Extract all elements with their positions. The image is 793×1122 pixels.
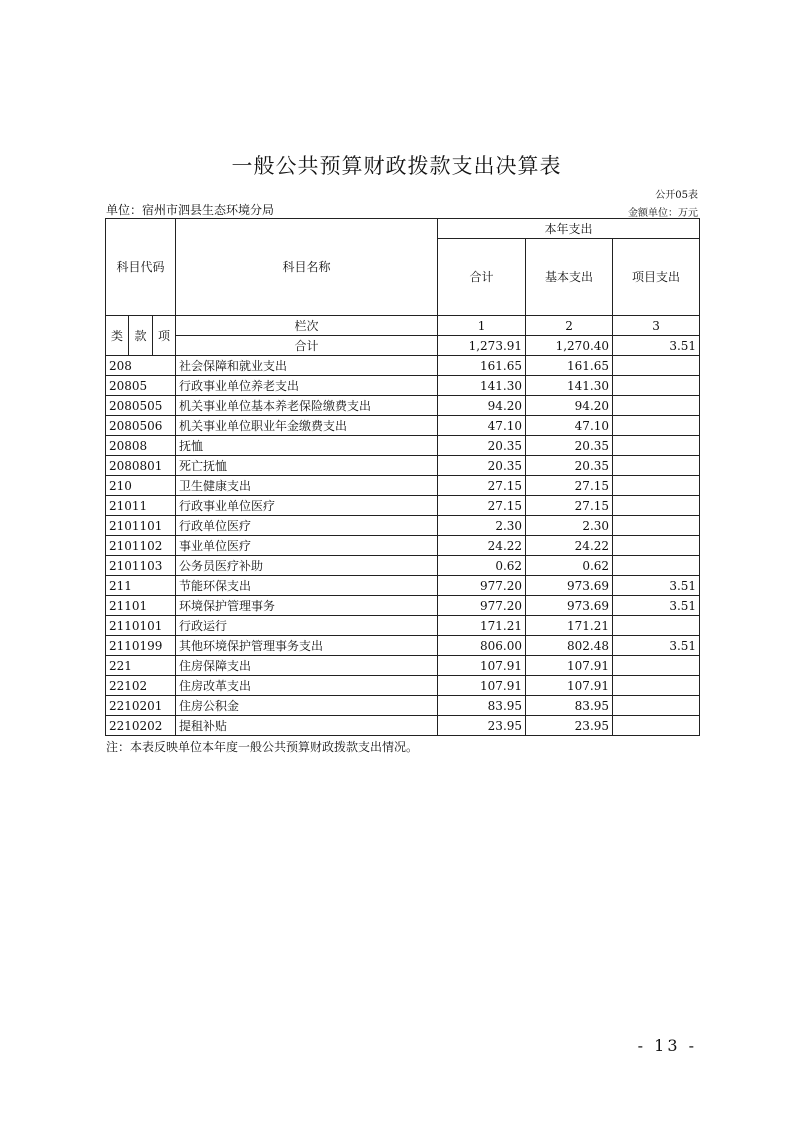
table-row [106,536,700,556]
row-total: 20.35 [438,456,526,476]
row-code: 2080801 [106,456,176,476]
row-basic: 171.21 [526,616,613,636]
table-row [106,656,700,676]
total-basic: 1,270.40 [526,336,613,356]
row-total: 27.15 [438,496,526,516]
row-code: 210 [106,476,176,496]
row-basic: 27.15 [526,496,613,516]
row-total: 107.91 [438,656,526,676]
table-row [106,436,700,456]
table-row [106,396,700,416]
row-name: 其他环境保护管理事务支出 [176,636,438,656]
header-col3: 3 [613,316,700,336]
row-project [613,656,700,676]
header-project: 项目支出 [613,239,700,316]
row-name: 事业单位医疗 [176,536,438,556]
row-total: 171.21 [438,616,526,636]
header-col2: 2 [526,316,613,336]
row-code: 20808 [106,436,176,456]
row-name: 节能环保支出 [176,576,438,596]
row-basic: 0.62 [526,556,613,576]
table-row [106,416,700,436]
row-basic: 94.20 [526,396,613,416]
row-code: 221 [106,656,176,676]
table-row [106,616,700,636]
total-label: 合计 [176,336,438,356]
row-basic: 27.15 [526,476,613,496]
row-basic: 2.30 [526,516,613,536]
table-row [106,496,700,516]
row-name: 行政运行 [176,616,438,636]
row-name: 机关事业单位基本养老保险缴费支出 [176,396,438,416]
row-basic: 973.69 [526,596,613,616]
budget-table [105,218,700,736]
row-basic: 141.30 [526,376,613,396]
row-total: 0.62 [438,556,526,576]
row-code: 2210201 [106,696,176,716]
row-basic: 83.95 [526,696,613,716]
table-row [106,356,700,376]
row-total: 47.10 [438,416,526,436]
row-code: 2210202 [106,716,176,736]
row-basic: 107.91 [526,676,613,696]
row-project [613,376,700,396]
row-code: 2080506 [106,416,176,436]
row-code: 20805 [106,376,176,396]
unit-label: 单位：宿州市泗县生态环境分局 [106,203,275,217]
row-total: 27.15 [438,476,526,496]
row-total: 977.20 [438,596,526,616]
row-name: 行政事业单位养老支出 [176,376,438,396]
row-code: 21101 [106,596,176,616]
row-name: 住房保障支出 [176,656,438,676]
table-row [106,456,700,476]
row-name: 机关事业单位职业年金缴费支出 [176,416,438,436]
total-row [106,336,700,356]
row-name: 抚恤 [176,436,438,456]
row-name: 卫生健康支出 [176,476,438,496]
row-total: 24.22 [438,536,526,556]
row-project [613,616,700,636]
total-amount: 1,273.91 [438,336,526,356]
header-total: 合计 [438,239,526,316]
row-project [613,556,700,576]
row-name: 环境保护管理事务 [176,596,438,616]
row-project: 3.51 [613,576,700,596]
row-name: 住房改革支出 [176,676,438,696]
row-name: 行政事业单位医疗 [176,496,438,516]
row-code: 211 [106,576,176,596]
header-current-year: 本年支出 [438,219,700,239]
row-project [613,516,700,536]
table-row [106,676,700,696]
row-code: 2101102 [106,536,176,556]
row-project [613,496,700,516]
form-number: 公开05表 [655,190,698,201]
header-kuan: 款 [129,316,153,356]
header-lei: 类 [106,316,129,356]
row-code: 22102 [106,676,176,696]
row-name: 提租补贴 [176,716,438,736]
page-title: 一般公共预算财政拨款支出决算表 [231,154,562,178]
row-total: 161.65 [438,356,526,376]
row-total: 2.30 [438,516,526,536]
total-project: 3.51 [613,336,700,356]
row-name: 死亡抚恤 [176,456,438,476]
row-project [613,696,700,716]
table-row [106,716,700,736]
table-row [106,696,700,716]
table-row [106,576,700,596]
row-project [613,436,700,456]
header-col1: 1 [438,316,526,336]
row-basic: 20.35 [526,456,613,476]
table-row [106,476,700,496]
row-name: 公务员医疗补助 [176,556,438,576]
table-row [106,516,700,536]
row-project [613,676,700,696]
row-project: 3.51 [613,596,700,616]
row-code: 208 [106,356,176,376]
page-number: - 13 - [637,1036,697,1055]
row-code: 2101103 [106,556,176,576]
header-lanci: 栏次 [176,316,438,336]
row-code: 2110101 [106,616,176,636]
row-basic: 973.69 [526,576,613,596]
header-code: 科目代码 [106,219,176,316]
row-total: 83.95 [438,696,526,716]
row-project [613,476,700,496]
row-total: 806.00 [438,636,526,656]
amount-unit-label: 金额单位：万元 [628,208,698,219]
row-total: 23.95 [438,716,526,736]
table-row [106,556,700,576]
header-basic: 基本支出 [526,239,613,316]
table-note: 注：本表反映单位本年度一般公共预算财政拨款支出情况。 [106,740,419,754]
row-project [613,536,700,556]
table-row [106,596,700,616]
row-total: 20.35 [438,436,526,456]
row-basic: 23.95 [526,716,613,736]
row-basic: 20.35 [526,436,613,456]
row-name: 社会保障和就业支出 [176,356,438,376]
row-project: 3.51 [613,636,700,656]
header-xiang: 项 [153,316,176,356]
row-total: 107.91 [438,676,526,696]
row-basic: 47.10 [526,416,613,436]
row-basic: 24.22 [526,536,613,556]
row-total: 977.20 [438,576,526,596]
row-project [613,456,700,476]
row-project [613,396,700,416]
row-project [613,356,700,376]
table-row [106,376,700,396]
row-total: 94.20 [438,396,526,416]
row-total: 141.30 [438,376,526,396]
row-name: 住房公积金 [176,696,438,716]
table-row [106,636,700,656]
row-code: 2080505 [106,396,176,416]
row-basic: 161.65 [526,356,613,376]
row-code: 2101101 [106,516,176,536]
row-code: 21011 [106,496,176,516]
row-project [613,716,700,736]
row-basic: 802.48 [526,636,613,656]
row-basic: 107.91 [526,656,613,676]
row-project [613,416,700,436]
row-name: 行政单位医疗 [176,516,438,536]
row-code: 2110199 [106,636,176,656]
header-name: 科目名称 [176,219,438,316]
